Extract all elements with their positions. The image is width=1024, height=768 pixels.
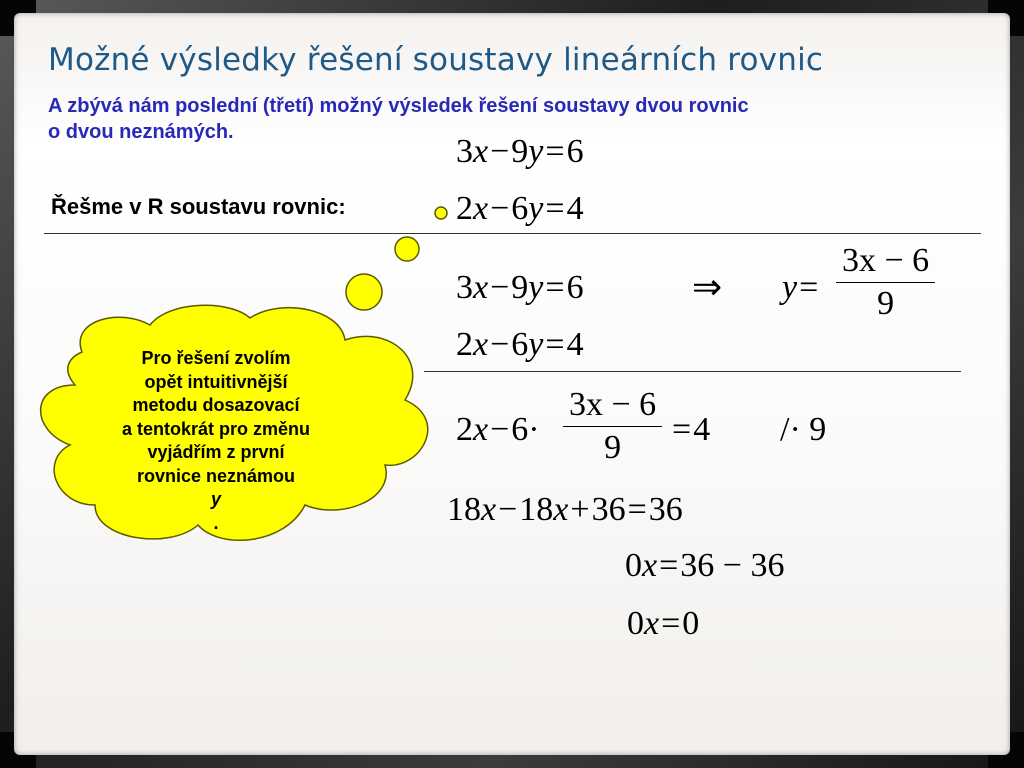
operator: − [490, 326, 510, 363]
rhs: 6 [566, 269, 584, 306]
fraction-denominator: 9 [877, 285, 895, 322]
coef: 6 [511, 190, 529, 227]
variable: y [528, 133, 544, 170]
coef: 9 [511, 269, 529, 306]
coef: 18 [519, 491, 554, 528]
variable: y [528, 326, 544, 363]
coef: 0 [625, 547, 642, 584]
variable: x [473, 411, 489, 448]
coef: 2 [456, 411, 473, 448]
cloud-variable: y [210, 489, 221, 509]
cloud-period: . [213, 512, 219, 533]
operator: + [570, 491, 590, 528]
slide-title: Možné výsledky řešení soustavy lineárních rovnic [48, 42, 824, 78]
cloud-text [86, 347, 346, 535]
cloud-line: metodu dosazovací [132, 395, 300, 415]
cloud-line: vyjádřím z první [147, 442, 285, 462]
coef: 3 [456, 269, 473, 306]
variable: x [473, 190, 489, 227]
cloud-line: opět intuitivnější [144, 371, 288, 392]
cloud-line: Pro řešení zvolím [141, 348, 291, 368]
equals-sign: = [661, 605, 681, 642]
variable: y [528, 190, 544, 227]
equals-sign: = [545, 269, 565, 306]
thought-bubble-dot [435, 207, 447, 219]
coef: 9 [511, 133, 529, 170]
operator: − [490, 269, 510, 306]
operator: − [490, 133, 510, 170]
variable: x [644, 605, 660, 642]
cloud-line [86, 465, 346, 536]
variable: x [553, 491, 569, 528]
rhs: 4 [566, 326, 584, 363]
fraction-numerator: 3x − 6 [563, 388, 662, 427]
constant: 36 [591, 491, 626, 528]
multiply-note: /· 9 [780, 411, 827, 448]
equals-sign: = [545, 190, 565, 227]
equals-sign: = [545, 133, 565, 170]
cloud-line: a tentokrát pro změnu [121, 418, 311, 439]
variable: y [528, 269, 544, 306]
thought-bubble-medium [346, 274, 382, 310]
variable: x [642, 547, 658, 584]
coef: 3 [456, 133, 473, 170]
variable: x [473, 326, 489, 363]
variable: x [473, 269, 489, 306]
thought-bubble-small [395, 237, 419, 261]
dot-operator: · [528, 411, 540, 448]
rhs: 6 [566, 133, 584, 170]
equals-sign: = [545, 326, 565, 363]
equals-sign: = [659, 547, 679, 584]
intro-line-2: o dvou neznámých. [48, 121, 234, 143]
coef: 2 [456, 190, 473, 227]
operator: − [490, 411, 510, 448]
solve-label: Řešme v R soustavu rovnic: [51, 194, 346, 219]
rhs: 0 [682, 605, 700, 642]
coef: 2 [456, 326, 473, 363]
rhs: 36 − 36 [680, 547, 785, 584]
cloud-line-text: rovnice neznámou [136, 465, 296, 486]
fraction-denominator: 9 [604, 429, 622, 466]
variable: x [481, 491, 497, 528]
variable: x [473, 133, 489, 170]
coef: 18 [447, 491, 481, 528]
intro-line-1: A zbývá nám poslední (třetí) možný výsledek řešení soustavy dvou rovnic [48, 95, 749, 117]
equals-sign: = [627, 491, 647, 528]
implies-arrow: ⇒ [692, 267, 723, 307]
coef: 6 [511, 411, 529, 448]
rhs: 36 [648, 491, 683, 528]
coef: 6 [511, 326, 529, 363]
variable: y [782, 269, 798, 306]
fraction-numerator: 3x − 6 [836, 244, 935, 283]
rhs: 4 [693, 411, 711, 448]
equals-sign: = [672, 411, 692, 448]
rhs: 4 [566, 190, 584, 227]
coef: 0 [627, 605, 644, 642]
operator: − [490, 190, 510, 227]
operator: − [498, 491, 518, 528]
equals-sign: = [799, 269, 819, 306]
